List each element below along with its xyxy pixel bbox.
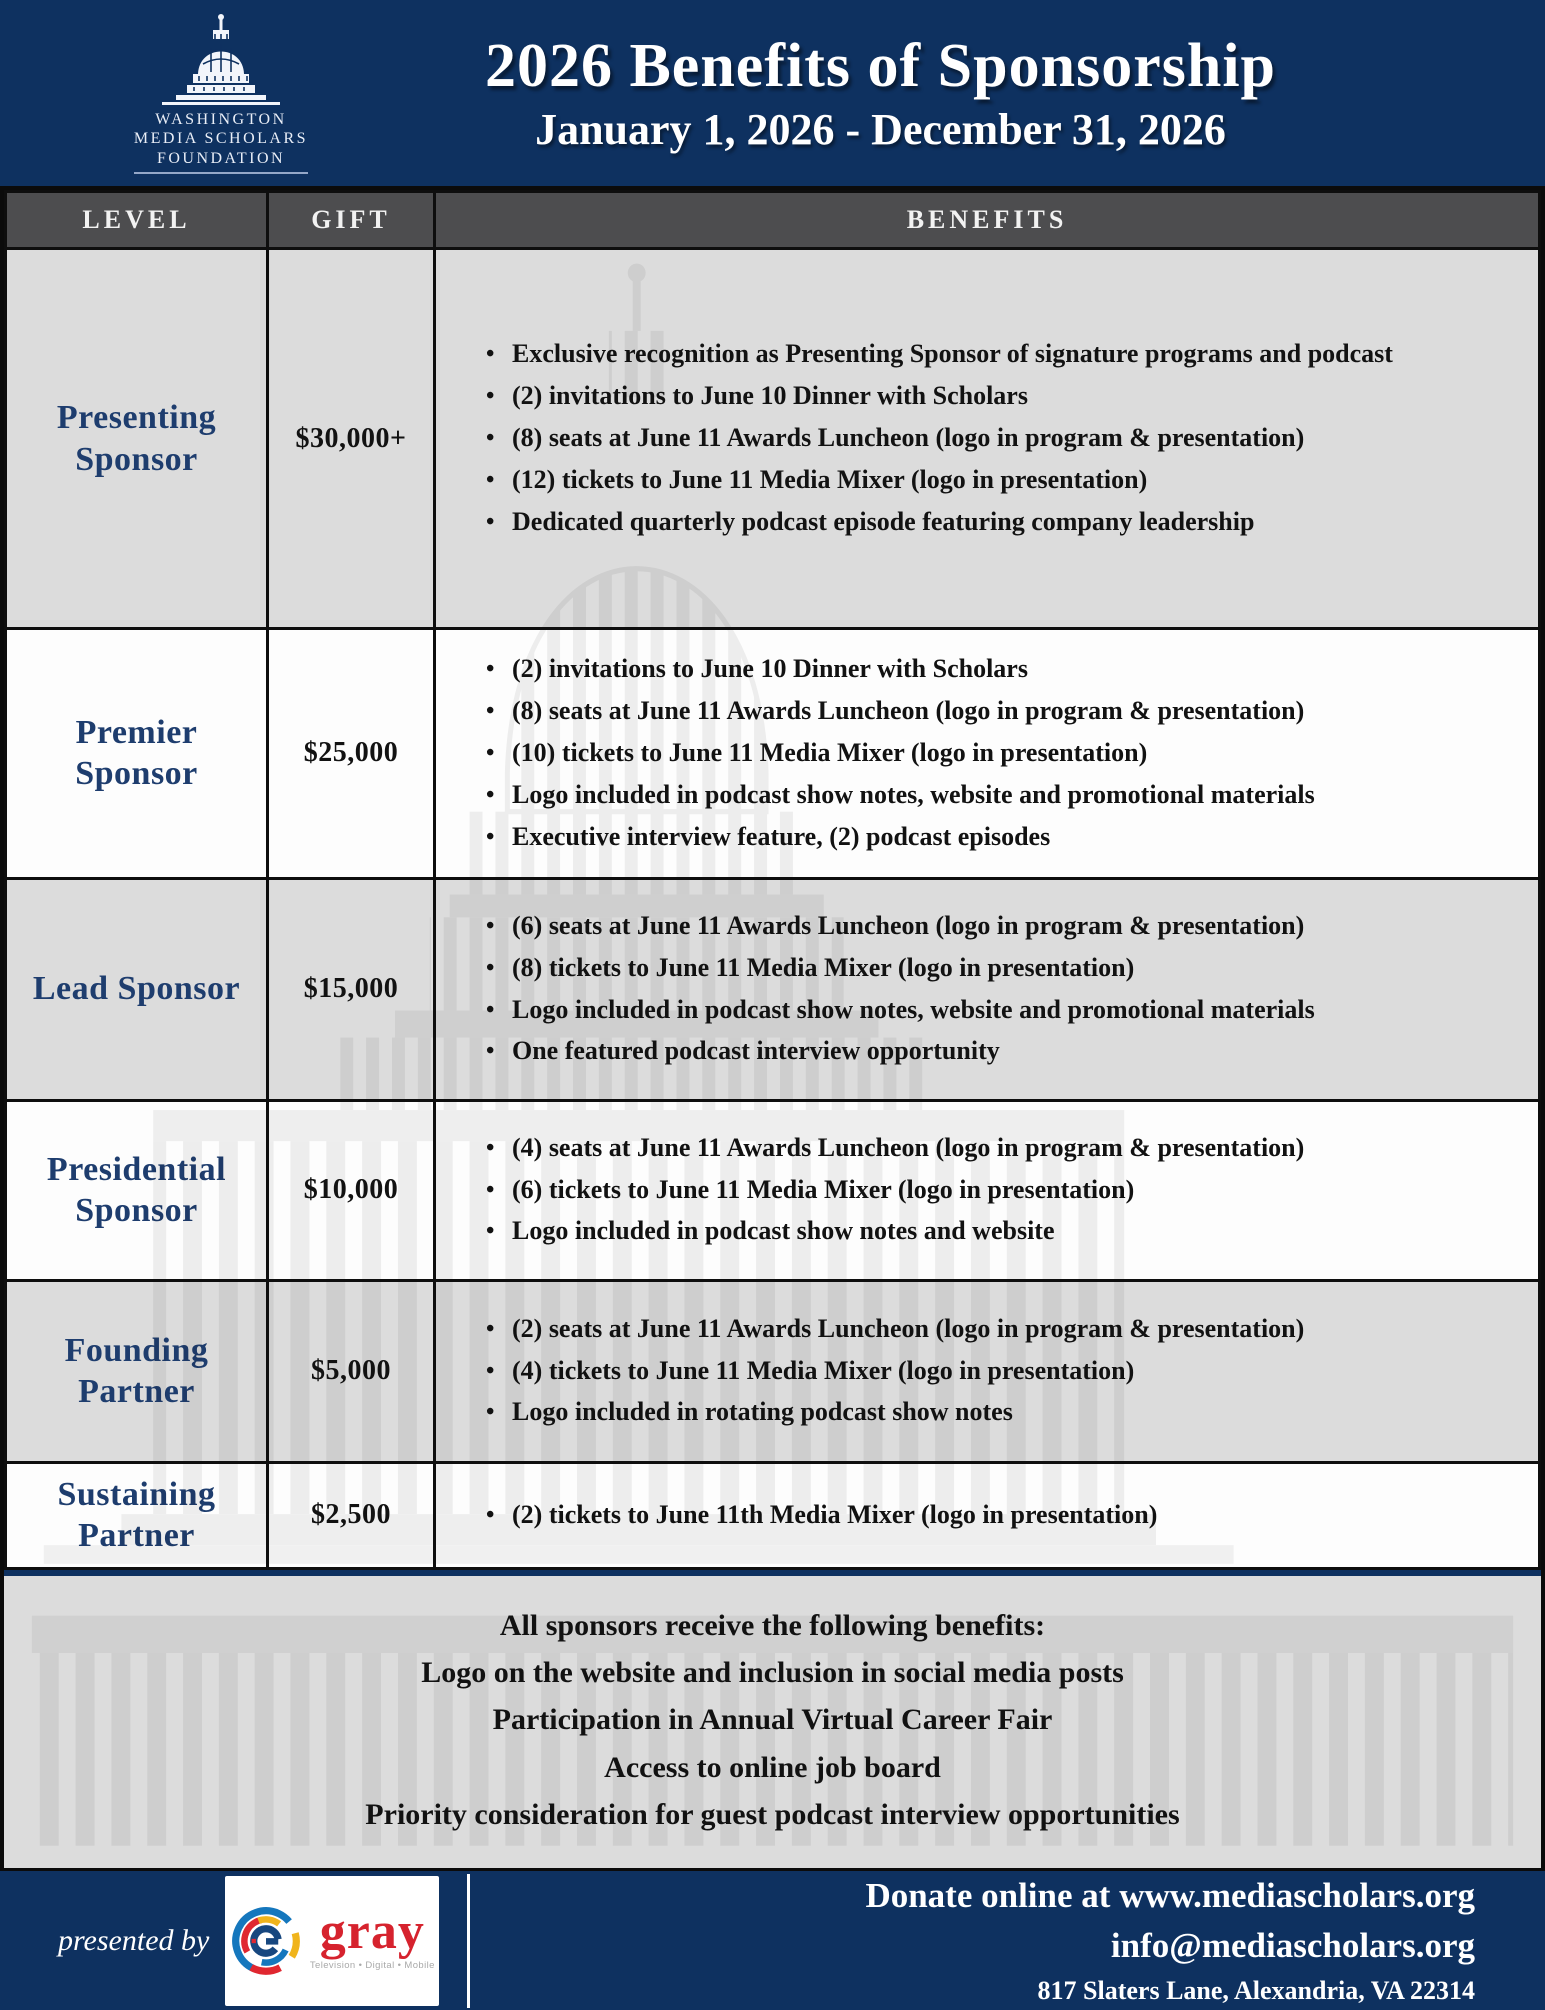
all-sponsors-item: Logo on the website and inclusion in social media posts — [421, 1655, 1124, 1689]
level-cell: Premier Sponsor — [6, 629, 268, 879]
footer — [0, 1871, 1545, 2009]
benefit-item: • (8) seats at June 11 Awards Luncheon (logo in program & presentation) — [480, 693, 1440, 730]
gift-cell: $10,000 — [268, 1100, 435, 1280]
table-header-row — [6, 192, 1540, 249]
benefit-item: • Exclusive recognition as Presenting Sponsor of signature programs and podcast — [480, 336, 1440, 373]
benefit-item: • (6) tickets to June 11 Media Mixer (logo in presentation) — [480, 1172, 1440, 1209]
benefit-item: • (2) tickets to June 11th Media Mixer (logo in presentation) — [480, 1497, 1440, 1534]
table-row — [6, 1280, 1540, 1462]
benefits-list — [480, 651, 1440, 856]
benefits-cell — [435, 1100, 1540, 1280]
benefit-item: • One featured podcast interview opportunity — [480, 1033, 1440, 1070]
all-sponsors-list — [34, 1649, 1511, 1839]
benefit-item: • (2) seats at June 11 Awards Luncheon (logo in program & presentation) — [480, 1311, 1440, 1348]
level-cell: Presidential Sponsor — [6, 1100, 268, 1280]
table-row — [6, 1462, 1540, 1568]
benefits-cell — [435, 1280, 1540, 1462]
sponsorship-table-body — [6, 249, 1540, 1569]
gray-wordmark: gray — [319, 1903, 425, 1961]
benefit-item: • Logo included in podcast show notes, website and promotional materials — [480, 992, 1440, 1029]
benefit-item: • Executive interview feature, (2) podcast episodes — [480, 819, 1440, 856]
level-cell: Lead Sponsor — [6, 878, 268, 1100]
gray-g-icon — [230, 1899, 302, 1983]
sponsorship-table — [4, 190, 1541, 1570]
benefits-cell — [435, 249, 1540, 629]
contact-block — [470, 1871, 1545, 2009]
all-sponsors-heading: All sponsors receive the following benefits: — [499, 1608, 1046, 1642]
column-header-gift: GIFT — [268, 192, 435, 249]
all-sponsors-item: Access to online job board — [604, 1750, 941, 1784]
org-name-line1: WASHINGTON — [155, 110, 287, 128]
benefit-item: • Logo included in rotating podcast show notes — [480, 1394, 1440, 1431]
email-line: info@mediascholars.org — [1110, 1926, 1475, 1966]
benefit-item: • Logo included in podcast show notes, website and promotional materials — [480, 777, 1440, 814]
benefits-list — [480, 1130, 1440, 1251]
benefits-cell — [435, 878, 1540, 1100]
org-name-line3: FOUNDATION — [156, 149, 286, 167]
benefit-item: • (8) tickets to June 11 Media Mixer (logo in presentation) — [480, 950, 1440, 987]
table-row — [6, 629, 1540, 879]
benefits-cell — [435, 629, 1540, 879]
gift-cell: $2,500 — [268, 1462, 435, 1568]
benefits-cell — [435, 1462, 1540, 1568]
address-line: 817 Slaters Lane, Alexandria, VA 22314 — [1037, 1975, 1475, 2005]
table-row — [6, 249, 1540, 629]
benefit-item: • (2) invitations to June 10 Dinner with Scholars — [480, 378, 1440, 415]
page-subtitle: January 1, 2026 - December 31, 2026 — [535, 105, 1226, 154]
all-sponsors-section — [4, 1570, 1541, 1869]
gift-cell: $15,000 — [268, 878, 435, 1100]
benefits-list — [480, 336, 1440, 541]
benefit-item: • (4) tickets to June 11 Media Mixer (logo in presentation) — [480, 1353, 1440, 1390]
org-name — [134, 110, 308, 175]
benefits-list — [480, 1497, 1440, 1534]
benefit-item: • (4) seats at June 11 Awards Luncheon (logo in program & presentation) — [480, 1130, 1440, 1167]
table-row — [6, 878, 1540, 1100]
benefit-item: • Logo included in podcast show notes and website — [480, 1213, 1440, 1250]
page-title: 2026 Benefits of Sponsorship — [484, 32, 1277, 100]
column-header-level: LEVEL — [6, 192, 268, 249]
gift-cell: $30,000+ — [268, 249, 435, 629]
gray-logo — [225, 1876, 439, 2006]
all-sponsors-item: Participation in Annual Virtual Career Fair — [492, 1703, 1053, 1737]
benefit-item: • (8) seats at June 11 Awards Luncheon (logo in program & presentation) — [480, 420, 1440, 457]
gray-tagline: Television • Digital • Mobile — [309, 1960, 435, 1972]
table-row — [6, 1100, 1540, 1280]
org-logo — [96, 12, 346, 175]
benefit-item: • (6) seats at June 11 Awards Luncheon (logo in program & presentation) — [480, 908, 1440, 945]
benefit-item: • (12) tickets to June 11 Media Mixer (logo in presentation) — [480, 462, 1440, 499]
column-header-benefits: BENEFITS — [435, 192, 1540, 249]
title-block — [346, 31, 1545, 155]
benefit-item: • (2) invitations to June 10 Dinner with Scholars — [480, 651, 1440, 688]
presented-by-label: presented by — [58, 1923, 210, 1957]
capitol-dome-icon — [158, 12, 284, 108]
benefits-list — [480, 1311, 1440, 1432]
gift-cell: $25,000 — [268, 629, 435, 879]
donate-line: Donate online at www.mediascholars.org — [865, 1876, 1475, 1916]
benefit-item: • (10) tickets to June 11 Media Mixer (logo in presentation) — [480, 735, 1440, 772]
benefit-item: • Dedicated quarterly podcast episode featuring company leadership — [480, 504, 1440, 541]
benefits-list — [480, 908, 1440, 1071]
header-banner — [0, 0, 1545, 186]
org-name-line2: MEDIA SCHOLARS — [133, 130, 309, 148]
level-cell: Founding Partner — [6, 1280, 268, 1462]
level-cell: Sustaining Partner — [6, 1462, 268, 1568]
sponsorship-sheet — [0, 186, 1545, 1871]
level-cell: Presenting Sponsor — [6, 249, 268, 629]
gift-cell: $5,000 — [268, 1280, 435, 1462]
all-sponsors-item: Priority consideration for guest podcast interview opportunities — [365, 1798, 1180, 1832]
gray-wordmark-block — [309, 1903, 435, 1972]
